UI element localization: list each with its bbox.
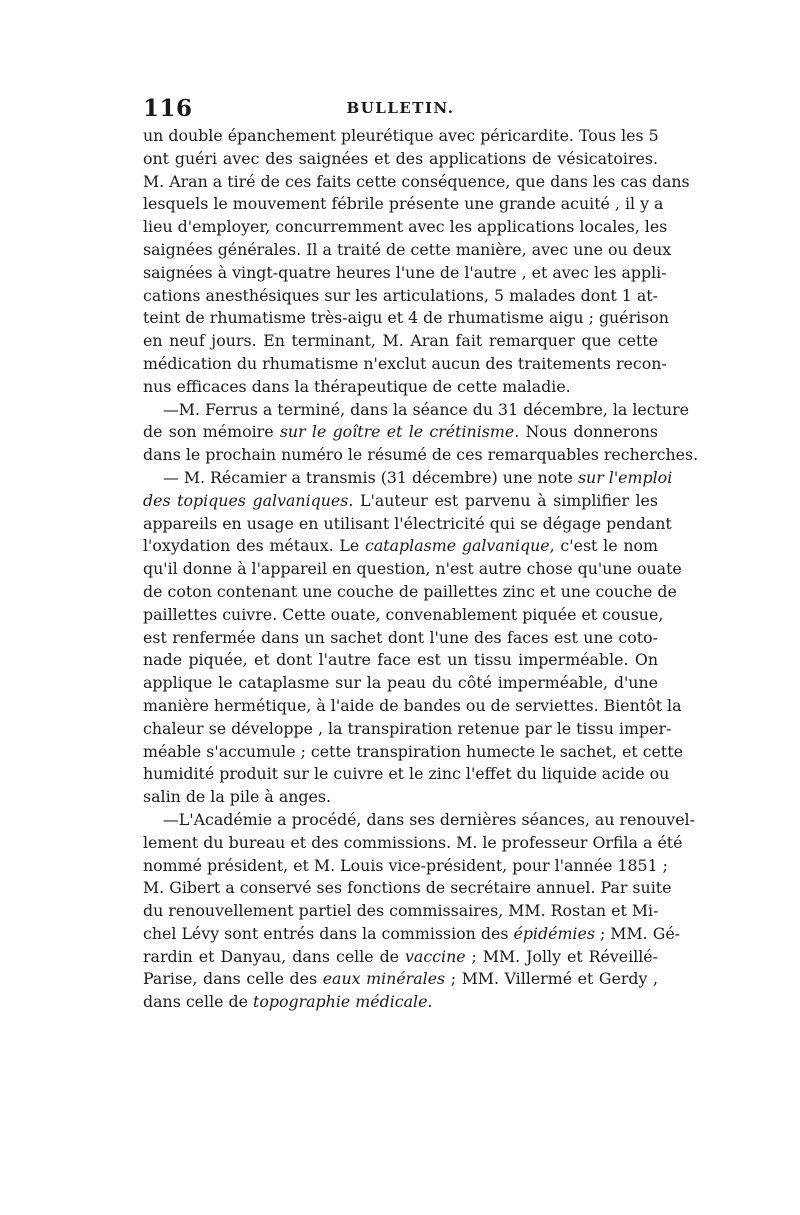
text-line — [143, 923, 681, 946]
text-line — [143, 444, 699, 467]
text-run: ; MM. Jolly et Réveillé- — [465, 946, 658, 966]
text-line — [143, 968, 658, 991]
text-line — [143, 786, 658, 809]
text-line — [143, 467, 673, 490]
text-line — [143, 855, 668, 878]
text-line — [143, 307, 669, 330]
italic-title: sur l'emploi — [577, 467, 673, 487]
text-line — [143, 695, 682, 718]
text-run: . — [427, 992, 433, 1012]
text-run: l'oxydation des métaux. Le — [143, 536, 366, 556]
text-run: —L'Académie a procédé, dans ses dernières séances, au renouvel- — [163, 809, 695, 829]
text-run: ont guéri avec des saignées et des applications de vésicatoires. — [143, 148, 658, 168]
text-run: applique le cataplasme sur la peau du côté imperméable, d'une — [143, 673, 658, 693]
text-line — [143, 148, 658, 171]
text-line — [143, 330, 658, 353]
text-run: —M. Ferrus a terminé, dans la séance du 31 décembre, la lecture — [163, 399, 690, 419]
text-run: lieu d'employer, concurremment avec les applications locales, les — [143, 217, 668, 237]
page-number: 116 — [143, 95, 193, 122]
italic-title: sur le goître et le crétinisme — [279, 422, 515, 442]
text-line — [143, 353, 667, 376]
text-line — [143, 604, 664, 627]
text-run: du renouvellement partiel des commissaires, MM. Rostan et Mi- — [143, 901, 659, 921]
italic-term: topographie médicale — [252, 992, 428, 1012]
text-line — [143, 171, 690, 194]
text-run: de son mémoire — [143, 422, 280, 442]
text-run: chaleur se développe , la transpiration retenue par le tissu imper- — [143, 718, 672, 738]
text-run: saignées générales. Il a traité de cette manière, avec une ou deux — [143, 239, 672, 259]
text-run: — M. Récamier a transmis (31 décembre) une note — [163, 467, 578, 487]
italic-title: des topiques galvaniques — [143, 490, 349, 510]
text-line — [143, 513, 672, 536]
text-run: nommé président, et M. Louis vice-président, pour l'année 1851 ; — [143, 855, 668, 875]
running-title: BULLETIN. — [346, 99, 455, 117]
text-line — [143, 718, 672, 741]
text-line — [143, 421, 658, 444]
text-run: salin de la pile à anges. — [143, 787, 332, 807]
italic-term: cataplasme galvanique — [365, 536, 550, 556]
text-line — [143, 262, 667, 285]
text-run: appareils en usage en utilisant l'électricité qui se dégage pendant — [143, 513, 672, 533]
text-line — [143, 763, 670, 786]
text-run: cations anesthésiques sur les articulations, 5 malades dont 1 at- — [143, 285, 658, 305]
text-run: chel Lévy sont entrés dans la commission des — [143, 923, 514, 943]
text-run: lement du bureau et des commissions. M. le professeur Orfila a été — [143, 832, 683, 852]
text-line — [143, 193, 664, 216]
text-line — [143, 809, 695, 832]
text-line — [143, 627, 658, 650]
text-line — [143, 900, 658, 923]
text-run: nus efficaces dans la thérapeutique de cette maladie. — [143, 376, 571, 396]
text-line — [143, 581, 677, 604]
text-line — [143, 376, 658, 399]
text-run: qu'il donne à l'appareil en question, n'est autre chose qu'une ouate — [143, 559, 682, 579]
page-body — [143, 125, 699, 1014]
text-run: saignées à vingt-quatre heures l'une de l'autre , et avec les appli- — [143, 262, 667, 282]
text-run: , c'est le nom — [549, 536, 658, 556]
text-line — [143, 991, 658, 1014]
text-run: . L'auteur est parvenu à simplifier les — [348, 490, 658, 510]
text-run: paillettes cuivre. Cette ouate, convenablement piquée et cousue, — [143, 604, 664, 624]
text-line — [143, 741, 683, 764]
italic-term: épidémies — [513, 923, 595, 943]
text-line — [143, 649, 658, 672]
text-run: de coton contenant une couche de paillettes zinc et une couche de — [143, 581, 677, 601]
text-run: ; MM. Villermé et Gerdy , — [445, 969, 659, 989]
text-run: teint de rhumatisme très-aigu et 4 de rhumatisme aigu ; guérison — [143, 308, 669, 328]
text-line — [143, 877, 672, 900]
text-line — [143, 832, 683, 855]
text-line — [143, 125, 658, 148]
italic-term: eaux minérales — [322, 969, 446, 989]
text-run: lesquels le mouvement fébrile présente une grande acuité , il y a — [143, 194, 664, 214]
page-header — [143, 95, 658, 123]
text-run: dans celle de — [143, 992, 253, 1012]
text-run: Parise, dans celle des — [143, 969, 323, 989]
text-run: médication du rhumatisme n'exclut aucun des traitements recon- — [143, 353, 667, 373]
text-line — [143, 672, 658, 695]
text-line — [143, 399, 690, 422]
text-run: rardin et Danyau, dans celle de — [143, 946, 405, 966]
text-run: est renfermée dans un sachet dont l'une des faces est une coto- — [143, 627, 658, 647]
text-line — [143, 490, 658, 513]
text-run: . Nous donnerons — [514, 422, 659, 442]
text-run: humidité produit sur le cuivre et le zinc l'effet du liquide acide ou — [143, 764, 670, 784]
text-run: nade piquée, et dont l'autre face est un tissu imperméable. On — [143, 650, 658, 670]
text-run: un double épanchement pleurétique avec péricardite. Tous les 5 — [143, 126, 659, 145]
text-line — [143, 239, 672, 262]
text-run: méable s'accumule ; cette transpiration humecte le sachet, et cette — [143, 741, 683, 761]
text-run: en neuf jours. En terminant, M. Aran fait remarquer que cette — [143, 331, 658, 351]
text-run: ; MM. Gé- — [594, 923, 681, 943]
text-line — [143, 558, 682, 581]
italic-term: vaccine — [404, 946, 466, 966]
text-run: dans le prochain numéro le résumé de ces remarquables recherches. — [143, 445, 699, 465]
text-line — [143, 535, 658, 558]
text-run: M. Aran a tiré de ces faits cette conséquence, que dans les cas dans — [143, 171, 690, 191]
text-run: M. Gibert a conservé ses fonctions de secrétaire annuel. Par suite — [143, 878, 672, 898]
text-line — [143, 216, 668, 239]
text-run: manière hermétique, à l'aide de bandes ou de serviettes. Bientôt la — [143, 695, 682, 715]
text-line — [143, 285, 658, 308]
text-line — [143, 946, 658, 969]
